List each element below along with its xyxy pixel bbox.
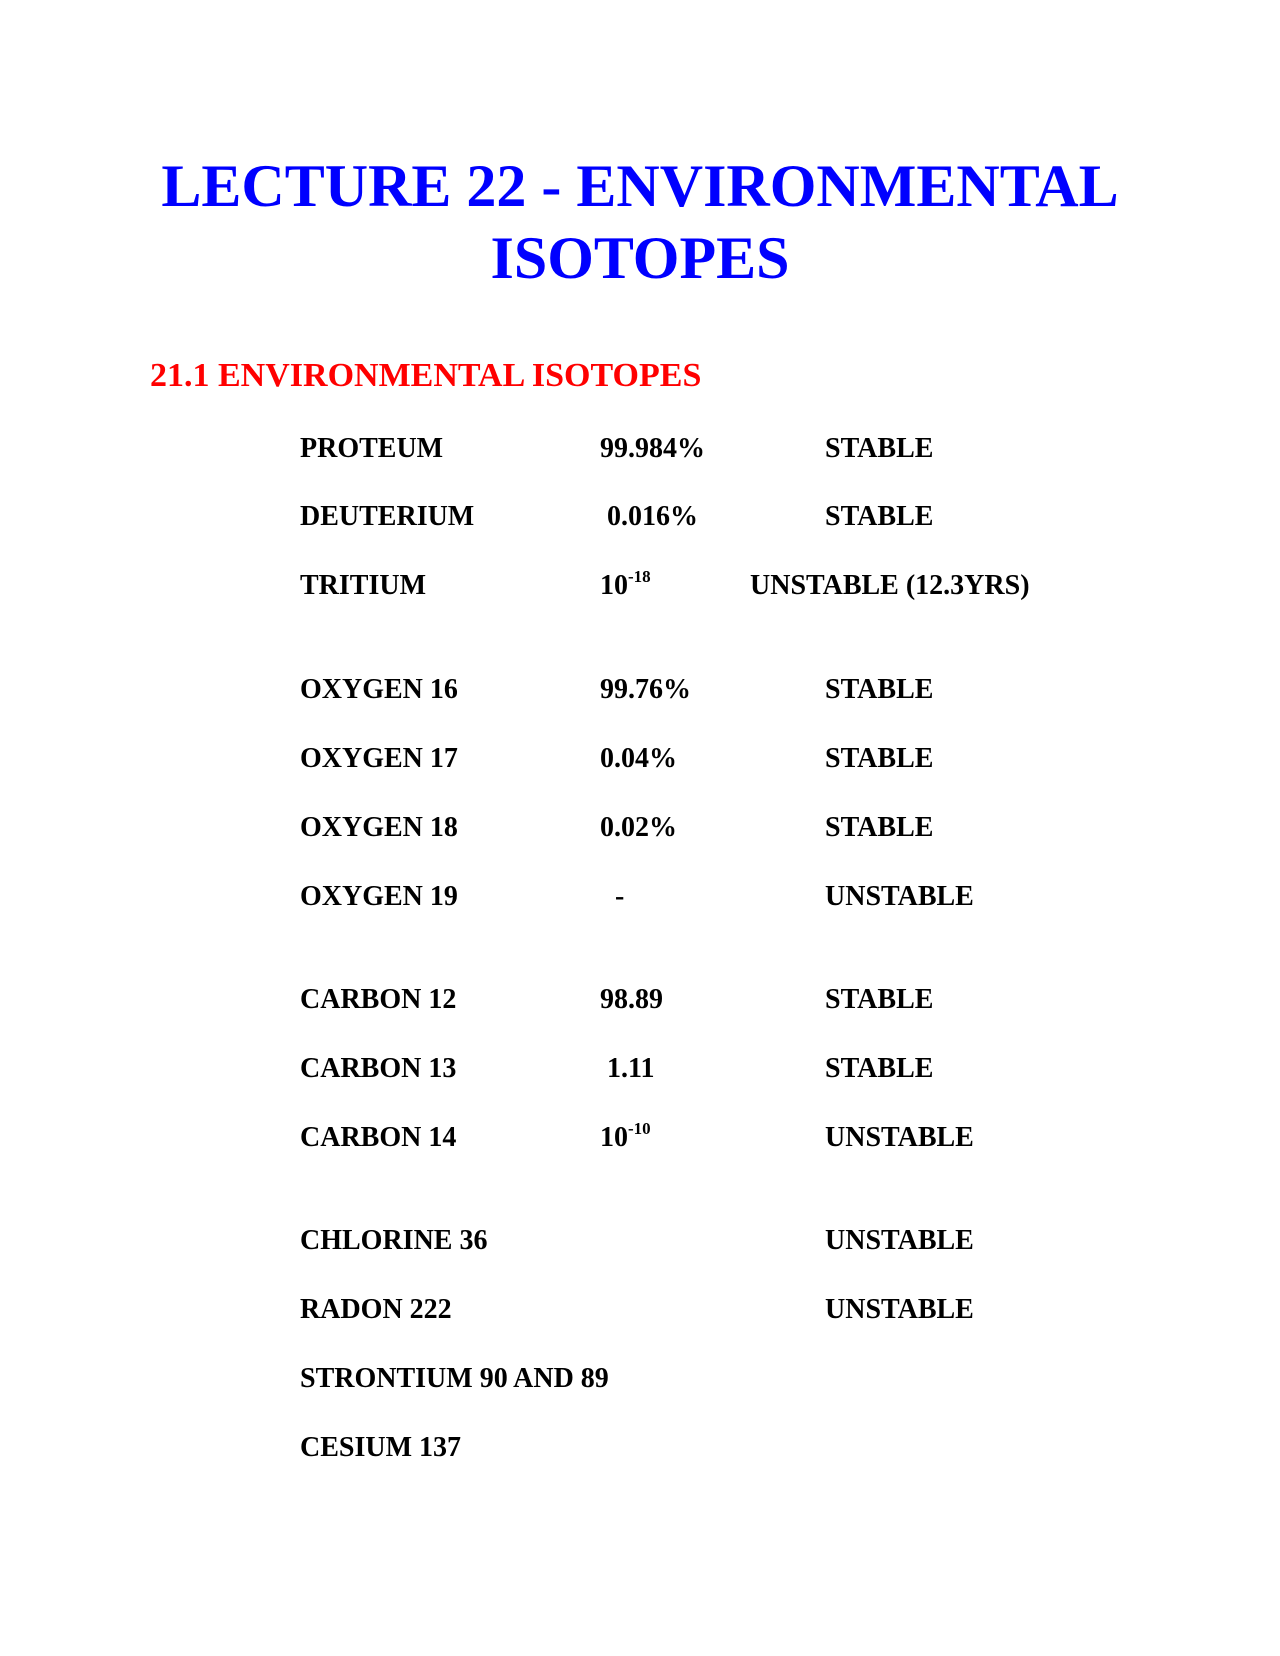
isotope-name: RADON 222 [300,1294,452,1325]
isotope-status: UNSTABLE [825,1225,974,1256]
isotope-abundance: 99.76% [600,674,691,705]
abundance-base: 10 [600,570,628,601]
isotope-name: DEUTERIUM [300,501,475,532]
isotope-name: OXYGEN 18 [300,812,458,843]
isotope-abundance: - [615,881,625,912]
isotope-status: UNSTABLE [825,881,974,912]
isotope-status: STABLE [825,743,934,774]
title-line-1: LECTURE 22 - ENVIRONMENTAL [161,153,1119,219]
isotope-abundance [600,1118,651,1155]
isotope-abundance: 98.89 [600,984,663,1015]
isotope-status: UNSTABLE [825,1294,974,1325]
isotope-status: STABLE [825,501,934,532]
abundance-exponent: -18 [628,566,651,586]
isotope-abundance: 0.016% [607,501,698,532]
isotope-name: OXYGEN 17 [300,743,458,774]
isotope-status: STABLE [825,812,934,843]
isotope-name: STRONTIUM 90 AND 89 [300,1363,609,1394]
isotope-abundance: 99.984% [600,433,705,464]
isotope-name: PROTEUM [300,433,444,464]
isotope-name: CARBON 14 [300,1122,457,1153]
isotope-abundance: 0.02% [600,812,677,843]
isotope-name: CARBON 12 [300,984,457,1015]
section-heading: 21.1 ENVIRONMENTAL ISOTOPES [150,357,702,394]
title-line-2: ISOTOPES [490,225,790,291]
isotope-status: STABLE [825,433,934,464]
isotope-status: UNSTABLE (12.3YRS) [750,570,1030,601]
isotope-status: STABLE [825,674,934,705]
isotope-status: UNSTABLE [825,1122,974,1153]
isotope-name: OXYGEN 16 [300,674,458,705]
lecture-title [0,150,1280,294]
isotope-abundance: 0.04% [600,743,677,774]
abundance-base: 10 [600,1122,628,1153]
isotope-status: STABLE [825,1053,934,1084]
abundance-exponent: -10 [628,1118,651,1138]
isotope-status: STABLE [825,984,934,1015]
isotope-name: CARBON 13 [300,1053,457,1084]
isotope-name: CESIUM 137 [300,1432,462,1463]
isotope-name: TRITIUM [300,570,427,601]
isotope-abundance [600,566,651,603]
isotope-name: OXYGEN 19 [300,881,458,912]
isotope-name: CHLORINE 36 [300,1225,488,1256]
isotope-abundance: 1.11 [607,1053,655,1084]
